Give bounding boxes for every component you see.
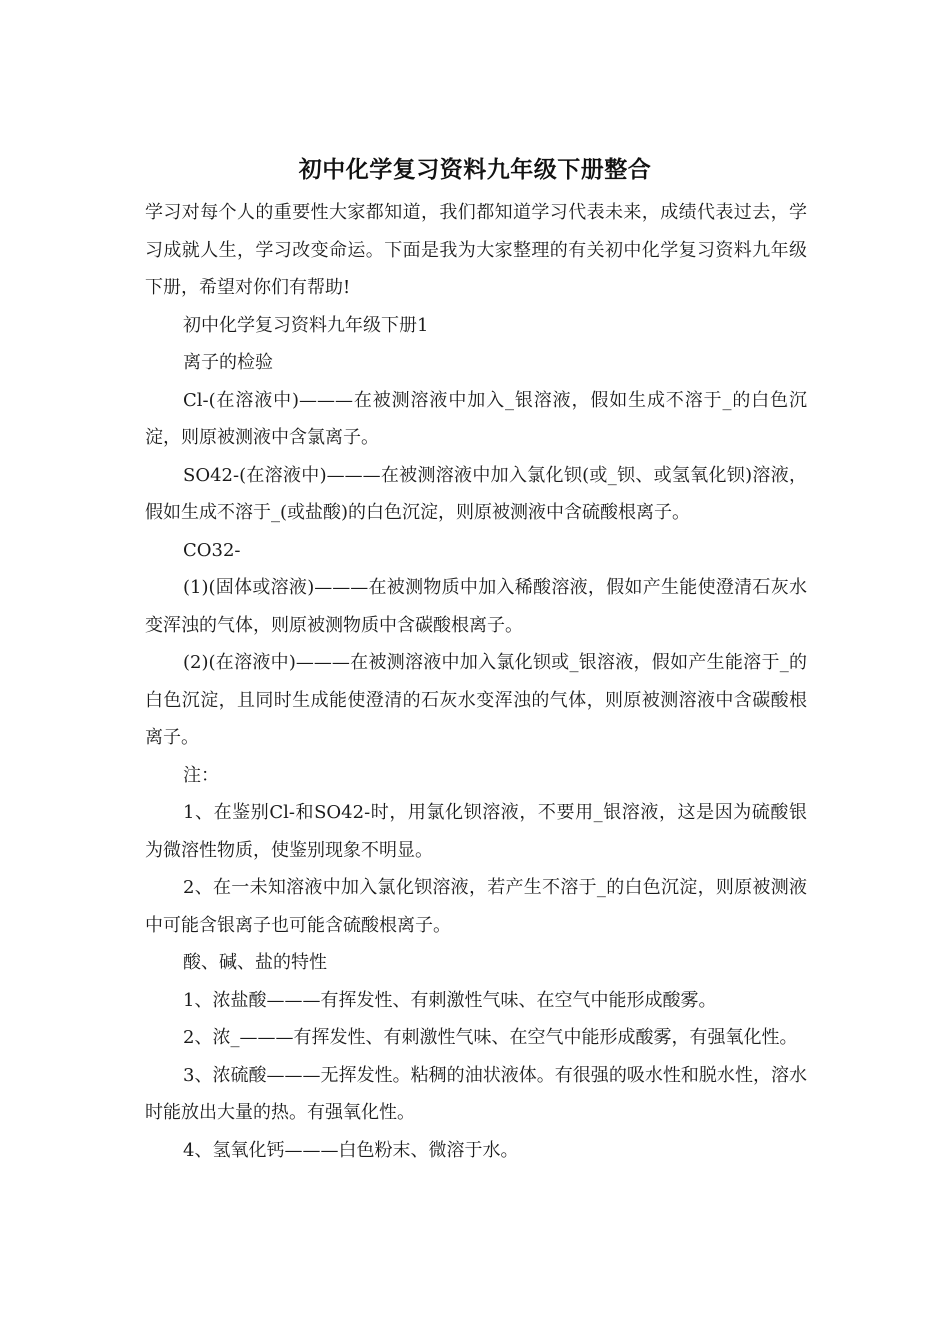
paragraph: Cl-(在溶液中)———在被测溶液中加入_银溶液，假如生成不溶于_的白色沉淀，则原被测液中含氯离子。 xyxy=(145,389,807,448)
paragraph: SO42-(在溶液中)———在被测溶液中加入氯化钡(或_钡、或氢氧化钡)溶液，假如生成不溶于_(或盐酸)的白色沉淀，则原被测液中含硫酸根离子。 xyxy=(145,464,807,523)
document-title: 初中化学复习资料九年级下册整合 xyxy=(298,157,652,183)
paragraph: (2)(在溶液中)———在被测溶液中加入氯化钡或_银溶液，假如产生能溶于_的白色沉淀，且同时生成能使澄清的石灰水变浑浊的气体，则原被测溶液中含碳酸根离子。 xyxy=(145,652,807,748)
section-heading: 初中化学复习资料九年级下册1 xyxy=(183,314,429,336)
paragraph: 1、在鉴别Cl-和SO42-时，用氯化钡溶液，不要用_银溶液，这是因为硫酸银为微溶性物质，使鉴别现象不明显。 xyxy=(145,802,807,861)
intro-paragraph: 学习对每个人的重要性大家都知道，我们都知道学习代表未来，成绩代表过去，学习成就人生，学习改变命运。下面是我为大家整理的有关初中化学复习资料九年级下册，希望对你们有帮助! xyxy=(145,202,807,298)
paragraph: 4、氢氧化钙———白色粉末、微溶于水。 xyxy=(183,1139,519,1161)
subsection-heading: 酸、碱、盐的特性 xyxy=(183,952,327,973)
note-heading: 注： xyxy=(183,764,219,786)
paragraph: 1、浓盐酸———有挥发性、有刺激性气味、在空气中能形成酸雾。 xyxy=(183,989,717,1011)
paragraph: 2、在一未知溶液中加入氯化钡溶液，若产生不溶于_的白色沉淀，则原被测液中可能含银离子也可能含硫酸根离子。 xyxy=(145,877,807,936)
paragraph: CO32- xyxy=(183,539,241,561)
subsection-heading: 离子的检验 xyxy=(183,352,273,373)
document-body xyxy=(145,194,807,1169)
paragraph: 3、浓硫酸———无挥发性。粘稠的油状液体。有很强的吸水性和脱水性，溶水时能放出大量的热。有强氧化性。 xyxy=(145,1064,807,1123)
paragraph: 2、浓_———有挥发性、有刺激性气味、在空气中能形成酸雾，有强氧化性。 xyxy=(183,1027,798,1048)
paragraph: (1)(固体或溶液)———在被测物质中加入稀酸溶液，假如产生能使澄清石灰水变浑浊的气体，则原被测物质中含碳酸根离子。 xyxy=(145,577,807,636)
